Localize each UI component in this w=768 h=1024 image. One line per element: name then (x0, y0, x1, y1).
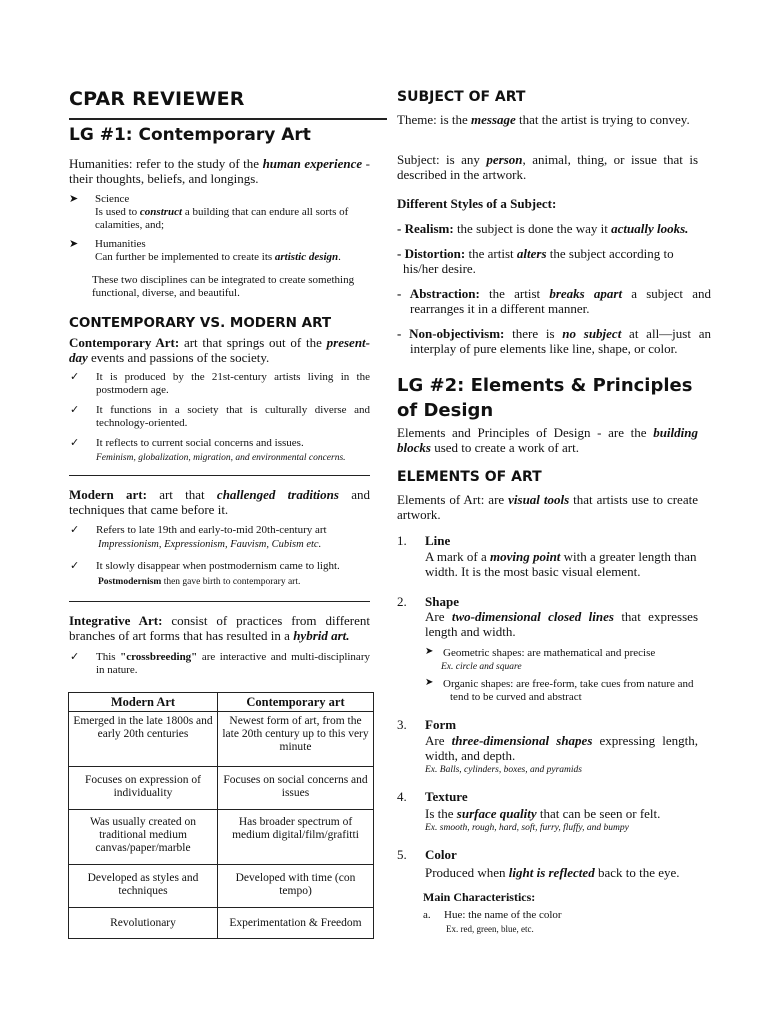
styles-heading: Different Styles of a Subject: (397, 196, 557, 211)
table-cell: Developed as styles and techniques (69, 865, 218, 908)
element-color-definition: Produced when light is reflected back to the eye. (425, 865, 680, 880)
title-divider (69, 118, 387, 120)
element-title-color: Color (425, 847, 457, 862)
table-cell: Has broader spectrum of medium digital/film/grafitti (218, 810, 374, 865)
check-icon: ✓ (70, 559, 80, 572)
item-number: 5. (397, 847, 407, 862)
table-row (69, 908, 374, 939)
style-non-objectivism: - Non-objectivism: there is no subject at all—just an interplay of pure elements like line, shape, or color. (397, 326, 711, 356)
contemp-examples: Feminism, globalization, migration, and environmental concerns. (96, 453, 346, 463)
hue-letter: a. (423, 909, 431, 921)
contemp-check-1: It is produced by the 21st-century artists living in the postmodern age. (96, 371, 370, 396)
modern-check-2: It slowly disappear when postmodernism came to light. (96, 560, 340, 572)
table-header: Modern Art (69, 693, 218, 712)
lg2-title: LG #2: Elements & Principles of Design (397, 375, 693, 421)
integrative-definition: Integrative Art: consist of practices from different branches of art forms that has resulted in a hybrid art. (69, 613, 370, 643)
lg1-title: LG #1: Contemporary Art (69, 125, 311, 145)
element-shape-definition: Are two-dimensional closed lines that expresses length and width. (425, 609, 699, 639)
style-distortion: - Distortion: the artist alters the subject according to his/her desire. (397, 246, 674, 276)
section-divider (69, 601, 370, 602)
table-cell: Experimentation & Freedom (218, 908, 374, 939)
table-row (69, 767, 374, 810)
table-cell: Focuses on expression of individuality (69, 767, 218, 810)
hue-example: Ex. red, green, blue, etc. (446, 924, 534, 934)
table-header-row (69, 693, 374, 712)
integrative-check: This "crossbreeding" are interactive and multi-disciplinary in nature. (96, 651, 370, 676)
element-form-definition: Are three-dimensional shapes expressing length, width, and depth. (425, 733, 698, 763)
arrow-bullet-icon: ➤ (69, 237, 79, 250)
comparison-table (68, 692, 374, 939)
contemp-check-2: It functions in a society that is culturally diverse and technology-oriented. (96, 404, 370, 429)
form-example: Ex. Balls, cylinders, boxes, and pyramids (425, 765, 582, 775)
contemporary-definition: Contemporary Art: art that springs out of the present-day events and passions of the society. (69, 335, 370, 365)
item-number: 2. (397, 594, 407, 609)
bullet-humanities: Humanities Can further be implemented to create its artistic design. (95, 238, 341, 263)
shape-bullet-organic: Organic shapes: are free-form, take cues from nature and tend to be curved and abstract (443, 678, 694, 703)
postmodernism-note: Postmodernism then gave birth to contemporary art. (98, 577, 301, 587)
modern-examples: Impressionism, Expressionism, Fauvism, Cubism etc. (98, 539, 322, 550)
element-title-form: Form (425, 717, 457, 732)
table-row (69, 712, 374, 767)
element-title-texture: Texture (425, 789, 468, 804)
style-abstraction: - Abstraction: the artist breaks apart a subject and rearranges it in a different manner. (397, 286, 711, 316)
texture-example: Ex. smooth, rough, hard, soft, furry, fluffy, and bumpy (425, 823, 629, 833)
table-row (69, 865, 374, 908)
section-divider (69, 475, 370, 476)
subject-definition: Subject: is any person, animal, thing, or issue that is described in the artwork. (397, 152, 698, 182)
main-characteristics-heading: Main Characteristics: (423, 890, 536, 904)
table-cell: Was usually created on traditional medium canvas/paper/marble (69, 810, 218, 865)
shape-bullet-geometric: Geometric shapes: are mathematical and precise (443, 647, 656, 659)
element-texture-definition: Is the surface quality that can be seen or felt. (425, 806, 661, 821)
elements-definition: Elements of Art: are visual tools that artists use to create artwork. (397, 492, 698, 522)
elements-heading: ELEMENTS OF ART (397, 469, 542, 485)
modern-check-1: Refers to late 19th and early-to-mid 20th-century art (96, 524, 327, 536)
style-realism: - Realism: the subject is done the way it actually looks. (397, 221, 689, 236)
table-header: Contemporary art (218, 693, 374, 712)
item-number: 3. (397, 717, 407, 732)
element-title-shape: Shape (425, 594, 459, 609)
element-line-definition: A mark of a moving point with a greater length than width. It is the most basic visual element. (425, 549, 697, 579)
bullet-science: Science Is used to construct a building that can endure all sorts of calamities, and; (95, 193, 349, 231)
arrow-bullet-icon: ➤ (69, 192, 79, 205)
check-icon: ✓ (70, 523, 80, 536)
hue-definition: Hue: the name of the color (444, 909, 562, 921)
shape-geometric-example: Ex. circle and square (441, 662, 522, 672)
doc-title: CPAR REVIEWER (69, 88, 245, 110)
check-icon: ✓ (70, 403, 80, 416)
contemp-vs-modern-heading: CONTEMPORARY VS. MODERN ART (69, 315, 332, 331)
table-row (69, 810, 374, 865)
table-cell: Revolutionary (69, 908, 218, 939)
arrow-bullet-icon: ➤ (425, 677, 434, 688)
check-icon: ✓ (70, 436, 80, 449)
elements-principles-definition: Elements and Principles of Design - are the building blocks used to create a work of art. (397, 425, 698, 455)
modern-definition: Modern art: art that challenged traditions and techniques that came before it. (69, 487, 370, 517)
item-number: 4. (397, 789, 407, 804)
contemp-check-3: It reflects to current social concerns and issues. (96, 437, 304, 449)
arrow-bullet-icon: ➤ (425, 646, 434, 657)
theme-definition: Theme: is the message that the artist is trying to convey. (397, 112, 690, 127)
integrate-note: These two disciplines can be integrated to create something functional, diverse, and beautiful. (92, 274, 355, 299)
table-cell: Developed with time (con tempo) (218, 865, 374, 908)
table-cell: Newest form of art, from the late 20th century up to this very minute (218, 712, 374, 767)
subject-heading: SUBJECT OF ART (397, 89, 526, 105)
table-cell: Emerged in the late 1800s and early 20th centuries (69, 712, 218, 767)
item-number: 1. (397, 533, 407, 548)
check-icon: ✓ (70, 650, 80, 663)
check-icon: ✓ (70, 370, 80, 383)
table-cell: Focuses on social concerns and issues (218, 767, 374, 810)
humanities-definition: Humanities: refer to the study of the human experience - their thoughts, beliefs, and longings. (69, 156, 370, 186)
element-title-line: Line (425, 533, 451, 548)
